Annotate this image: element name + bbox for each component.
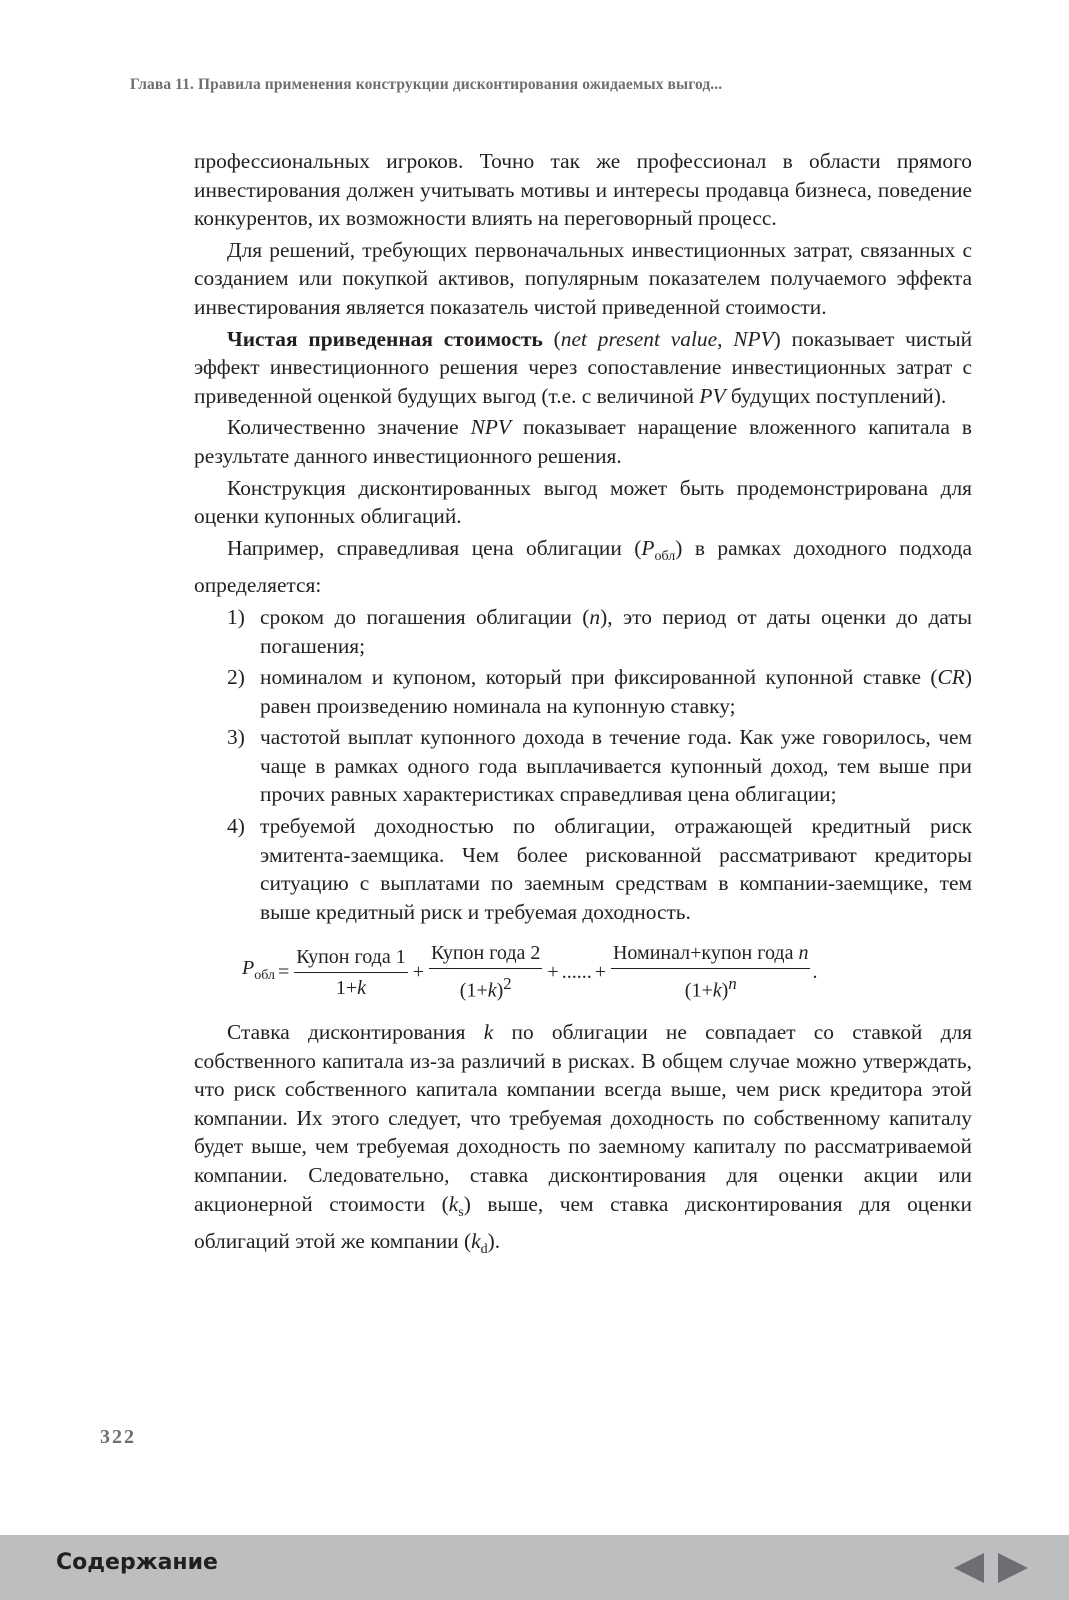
text-fragment: ). — [487, 1229, 501, 1254]
text-fragment: по облигации не совпадает со ставкой для собственного капитала из-за различий в рисках. В общем случае можно утверждать, что риск собственного капитала компании всегда выше, чем риск кредитора этой компании. Их этого следует, что требуемая доходность по собственному капиталу будет выше, чем требуемая доходность по заемному капиталу по рассматриваемой компании. Следовательно, ставка дисконтирования для оценки акции или акционерной стоимости ( — [194, 1020, 972, 1216]
paragraph-4 — [194, 413, 972, 470]
denominator — [685, 969, 737, 1004]
var-k: k — [448, 1191, 459, 1216]
text-fragment: ) в рамках доходного подхода определяется: — [194, 535, 972, 598]
numerator: Купон года 2 — [429, 940, 542, 969]
var-p: P — [242, 957, 255, 980]
text-fragment: ), это период от даты оценки до даты погашения; — [260, 604, 972, 658]
text-fragment: частотой выплат купонного дохода в течение года. Как уже говорилось, чем чаще в рамках одного года выплачивается купонный доход, тем выше при прочих равных характеристиках справедливая цена облигации; — [260, 725, 972, 807]
paragraph-6 — [194, 534, 972, 600]
plus-sign: + — [412, 961, 424, 984]
text-fragment: ) показывает чистый эффект инвестиционного решения через сопоставление инвестиционных затрат с приведенной оценкой будущих выгод (т.е. с величиной — [194, 326, 973, 408]
text-fragment: ( — [542, 326, 561, 351]
paragraph-npv-definition — [194, 325, 972, 411]
paragraph-5: Конструкция дисконтированных выгод может быть продемонстрирована для оценки купонных облигаций. — [194, 475, 972, 529]
list-item — [194, 603, 972, 660]
var-pv: PV — [699, 383, 726, 408]
list-number: 3) — [227, 725, 245, 750]
paragraph-1: профессиональных игроков. Точно так же профессионал в области прямого инвестирования должен учитывать мотивы и интересы продавца бизнеса, поведение конкурентов, их возможности влиять на переговорный процесс. — [194, 149, 972, 231]
list-number: 4) — [227, 814, 245, 839]
triangle-right-icon — [996, 1551, 1030, 1585]
exponent: 2 — [503, 974, 512, 994]
text-fragment: 1+ — [335, 976, 358, 999]
list-item — [194, 723, 972, 809]
period: . — [812, 961, 818, 984]
var-n: n — [589, 604, 601, 629]
list-number: 2) — [227, 665, 245, 690]
ellipsis: ...... — [561, 961, 592, 984]
var-cr: CR — [937, 665, 965, 690]
bond-price-formula — [242, 940, 972, 1004]
term-npv: Чистая приведенная стоимость — [227, 326, 543, 351]
equals-sign: = — [277, 961, 290, 984]
fraction-year-1 — [294, 944, 407, 1001]
next-page-button[interactable] — [996, 1551, 1030, 1585]
var-npv: NPV — [470, 415, 511, 440]
formula-lhs — [242, 955, 275, 989]
text-fragment: сроком до погашения облигации ( — [260, 604, 590, 629]
text-fragment: показывает наращение вложенного капитала в результате данного инвестиционного решения. — [194, 415, 972, 468]
paragraph-2: Для решений, требующих первоначальных инвестиционных затрат, связанных с созданием или покупкой активов, популярным показателем получаемого эффекта инвестирования является показатель чистой приведенной стоимости. — [194, 237, 972, 319]
subscript: s — [458, 1204, 464, 1220]
text-fragment: Ставка дисконтирования — [227, 1020, 484, 1045]
var-n: n — [798, 942, 809, 965]
text-fragment: Например, справедливая цена облигации ( — [227, 535, 642, 560]
var-k: k — [712, 980, 722, 1003]
text-fragment: номиналом и купоном, который при фиксированной купонной ставке ( — [260, 665, 938, 690]
text-fragment: (1+ — [684, 980, 713, 1003]
text-fragment: требуемой доходностью по облигации, отражающей кредитный риск эмитента-заемщика. Чем более рискованной рассматривают кредиторы ситуацию с выплатами по заемным средствам в компании-заемщике, тем выше кредитный риск и требуемая доходность. — [260, 814, 972, 924]
numerator — [611, 940, 810, 969]
var-k: k — [487, 980, 497, 1003]
fraction-year-2 — [429, 940, 542, 1004]
plus-sign: + — [547, 961, 559, 984]
text-fragment: ) выше, чем ставка дисконтирования для оценки облигаций этой же компании ( — [194, 1191, 973, 1254]
bottom-navigation-bar — [0, 1535, 1069, 1600]
subscript: d — [480, 1242, 488, 1258]
var-k: k — [483, 1020, 494, 1045]
subscript: обл — [254, 968, 275, 984]
page-number: 322 — [100, 1426, 136, 1448]
text-fragment: ) — [721, 980, 729, 1003]
page-body — [194, 147, 972, 1268]
text-fragment: Количественно значение — [227, 415, 471, 440]
list-number: 1) — [227, 604, 245, 629]
text-fragment: ) — [496, 980, 504, 1003]
exponent: n — [728, 974, 737, 994]
chapter-header: Глава 11. Правила применения конструкции дисконтирования ожидаемых выгод... — [130, 76, 723, 93]
contents-button[interactable]: Содержание — [56, 1550, 218, 1575]
var-k: k — [471, 1229, 481, 1254]
var-k: k — [357, 976, 367, 999]
var-p: P — [641, 535, 655, 560]
text-fragment: (1+ — [459, 980, 488, 1003]
denominator — [336, 973, 366, 1001]
fraction-year-n — [611, 940, 810, 1004]
paragraph-discount-rate — [194, 1018, 972, 1265]
denominator — [460, 969, 512, 1004]
triangle-left-icon — [952, 1551, 986, 1585]
list-item — [194, 663, 972, 720]
subscript: обл — [654, 548, 676, 564]
factor-list — [194, 603, 972, 927]
plus-sign: + — [594, 961, 606, 984]
text-fragment: будущих поступлений). — [725, 383, 947, 408]
list-item — [194, 812, 972, 926]
numerator: Купон года 1 — [294, 944, 407, 973]
previous-page-button[interactable] — [952, 1551, 986, 1585]
text-fragment: ) равен произведению номинала на купонную ставку; — [260, 665, 972, 718]
text-fragment: Номинал+купон года — [612, 942, 799, 965]
term-npv-english: net present value, NPV — [560, 326, 774, 351]
